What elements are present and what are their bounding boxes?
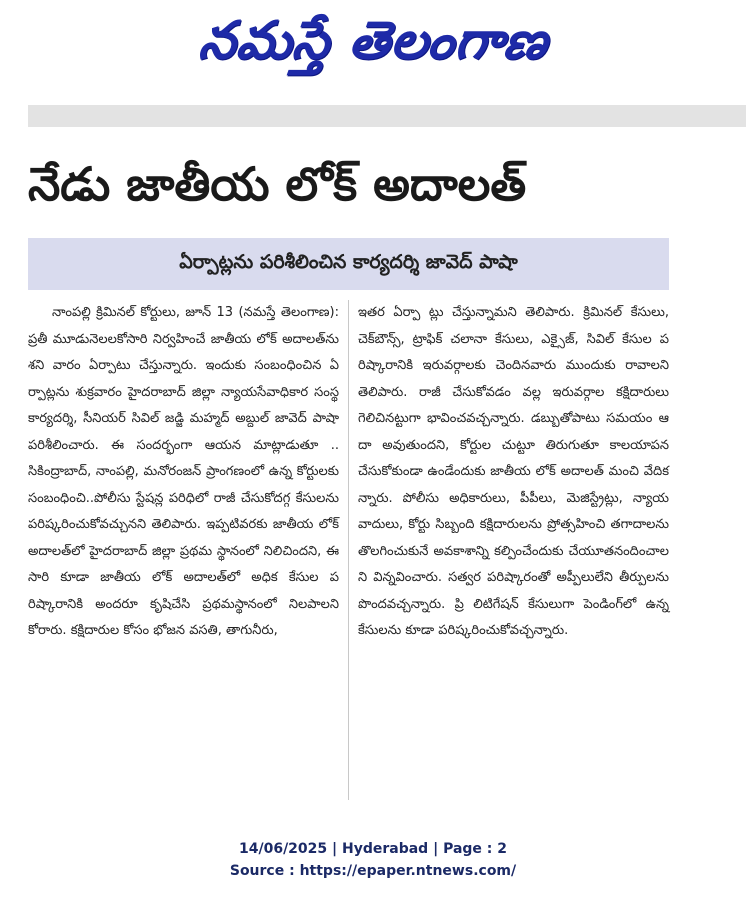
newspaper-logo: నమస్తే తెలంగాణ: [196, 10, 552, 71]
masthead-divider-band: [28, 105, 746, 127]
article-headline: నేడు జాతీయ లోక్ అదాలత్: [28, 157, 527, 211]
masthead: [0, 0, 746, 96]
footer-dateline: 14/06/2025 | Hyderabad | Page : 2: [238, 841, 508, 857]
page-footer: [0, 838, 746, 882]
footer-source: Source : https://epaper.ntnews.com/: [229, 863, 517, 879]
article-body-left: నాంపల్లి క్రిమినల్ కోర్టులు, జూన్ 13 (నమస్తే తెలంగాణ): ప్రతీ మూడునెలలకోసారి నిర్వహించే జాతీయ లోక్ అదాలత్‌ను శని వారం ఏర్పాటు చేస్తున్నారు. ఇందుకు సంబంధించిన ఏర్పాట్లను శుక్రవారం హైదరాబాద్ జిల్లా న్యాయసేవాధికార సంస్థ కార్యదర్శి, సీనియర్ సివిల్ జడ్జి మహ్మద్ అబ్దుల్ జావెద్ పాషా పరిశీలించారు. ఈ సందర్భంగా ఆయన మాట్లాడుతూ .. సికింద్రాబాద్, నాంపల్లి, మనోరంజన్ ప్రాంగణంలో ఉన్న కోర్టులకు సంబంధించి..పోలీసు స్టేషన్ల పరిధిలో రాజీ చేసుకోదగ్గ కేసులను పరిష్కరించుకోవచ్చునని తెలిపారు. ఇప్పటివరకు జాతీయ లోక్ అదాలత్‌లో హైదరాబాద్ జిల్లా ప్రథమ స్థానంలో నిలిచిందని, ఈసారి కూడా జాతీయ లోక్ అదాలత్‌లో అధిక కేసుల పరిష్కారానికి అందరూ కృషిచేసి ప్రథమస్థానంలో నిలపాలని కోరారు. కక్షిదారుల కోసం భోజన వసతి, తాగునీరు,: [28, 305, 339, 638]
column-divider: [348, 300, 349, 800]
article-column-left: [28, 300, 339, 810]
article-subheadline: ఏర్పాట్లను పరిశీలించిన కార్యదర్శి జావెద్ పాషా: [28, 238, 669, 290]
article-column-right: [358, 300, 669, 810]
article-body-right: ఇతర ఏర్పా ట్లు చేస్తున్నామని తెలిపారు. క్రిమినల్ కేసులు, చెక్‌బౌన్స్, ట్రాఫిక్ చలానా కేసులు, ఎక్సైజ్, సివిల్ కేసుల పరిష్కారానికి ఇరువర్గాలకు చెందినవారు ముందుకు రావాలని తెలిపారు. రాజీ చేసుకోవడం వల్ల ఇరువర్గాల కక్షిదారులు గెలిచినట్టుగా భావించవచ్చన్నారు. డబ్బుతోపాటు సమయం ఆదా అవుతుందని, కోర్టుల చుట్టూ తిరుగుతూ కాలయాపన చేసుకోకుండా ఉండేందుకు జాతీయ లోక్ అదాలత్ మంచి వేదికన్నారు. పోలీసు అధికారులు, పీపీలు, మెజిస్ట్రేట్లు, న్యాయవాదులు, కోర్టు సిబ్బంది కక్షిదారులను ప్రోత్సహించి తగాదాలను తొలగించుకునే అవకాశాన్ని కల్పించేందుకు చేయూతనందించాలని విన్నవించారు. సత్వర పరిష్కారంతో అప్పీలులేని తీర్పులను పొందవచ్చన్నారు. ప్రి లిటిగేషన్ కేసులుగా పెండింగ్‌లో ఉన్న కేసులను కూడా పరిష్కరించుకోవచ్చన్నారు.: [358, 305, 669, 638]
